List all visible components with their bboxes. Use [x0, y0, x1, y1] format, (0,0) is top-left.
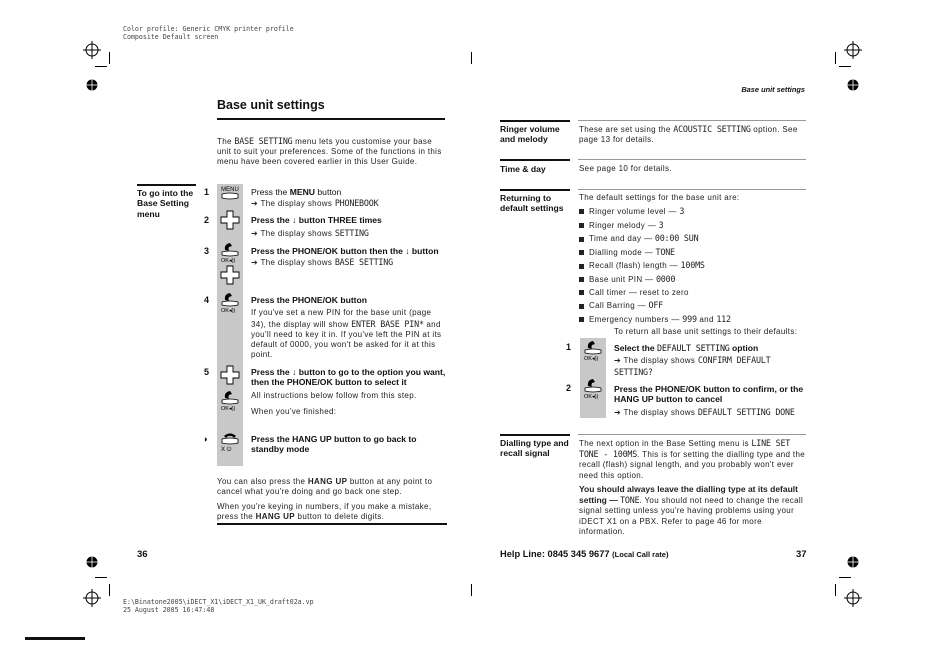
- registration-mark-icon: [847, 79, 865, 97]
- section-rule: [500, 120, 570, 122]
- step-2: Press the ↓ button THREE times ➔ The display shows SETTING: [251, 215, 382, 239]
- registration-mark-icon: [86, 556, 104, 574]
- color-bar: [25, 637, 85, 640]
- phone-ok-button-icon: [582, 338, 604, 367]
- ringer-heading: Ringer volume and melody: [500, 124, 560, 145]
- registration-mark-icon: [86, 79, 104, 97]
- svg-text:X ⏻: X ⏻: [221, 447, 232, 453]
- list-item: Recall (flash) length — 100MS: [579, 259, 807, 273]
- registration-mark-icon: [844, 41, 862, 59]
- svg-text:OK◂)): OK◂)): [584, 394, 599, 400]
- crop-mark: [109, 52, 110, 64]
- svg-text:OK◂)): OK◂)): [221, 258, 236, 264]
- registration-mark-icon: [83, 589, 101, 607]
- dialling-heading: Dialling type and recall signal: [500, 438, 569, 459]
- section-rule: [500, 159, 570, 161]
- list-item: Ringer melody — 3: [579, 219, 807, 233]
- step-5: Press the ↓ button to go to the option you want, then the PHONE/OK button to select it All instructions below follow from this step. When you've finished:: [251, 367, 446, 417]
- step-number: 1: [204, 187, 210, 197]
- phone-ok-button-icon: [219, 388, 241, 417]
- side-heading: To go into the Base Setting menu: [137, 188, 194, 219]
- registration-mark-icon: [847, 556, 865, 574]
- list-item: Ringer volume level — 3: [579, 205, 807, 219]
- arrow-right-icon: ➔: [614, 356, 622, 366]
- dialling-paragraph-2: You should always leave the dialling type at its default setting — TONE. You should not need to change the recall signal setting unless you're having problems using your iDECT X1 on a PBX. Refer to page 46 for more information.: [579, 484, 804, 536]
- hang-up-button-icon: [219, 430, 241, 459]
- time-text: See page 10 for details.: [579, 164, 672, 173]
- arrow-right-icon: ➔: [251, 258, 259, 268]
- section-rule: [578, 159, 806, 160]
- crop-mark: [471, 584, 472, 596]
- arrow-right-icon: ➔: [251, 229, 259, 239]
- step-6: Press the HANG UP button to go back to standby mode: [251, 434, 417, 455]
- list-item: Emergency numbers — 999 and 112: [579, 313, 807, 327]
- arrow-right-icon: ➔: [614, 407, 622, 417]
- printer-slug: [123, 25, 294, 41]
- crop-mark: [835, 584, 836, 596]
- navigation-cross-icon: [219, 364, 241, 391]
- step-number: 2: [566, 383, 572, 393]
- side-heading-rule: [137, 184, 196, 186]
- svg-text:OK◂)): OK◂)): [584, 356, 599, 362]
- help-line-number: 0845 345 9677: [547, 549, 610, 559]
- section-rule: [500, 434, 570, 436]
- crop-mark: [471, 52, 472, 64]
- list-item: Time and day — 00:00 SUN: [579, 232, 807, 246]
- step-number: 5: [204, 367, 210, 377]
- crop-mark: [95, 577, 107, 578]
- defaults-intro: The default settings for the base unit are:: [579, 193, 740, 202]
- list-item: Base unit PIN — 0000: [579, 273, 807, 287]
- title-rule: [217, 118, 445, 120]
- slug-line-2: Composite Default screen: [123, 33, 219, 41]
- page-title: Base unit settings: [217, 98, 325, 112]
- svg-text:MENU: MENU: [221, 187, 239, 193]
- step-number: 2: [204, 215, 210, 225]
- step-1: Press the MENU button ➔ The display shows PHONEBOOK: [251, 187, 379, 209]
- navigation-cross-icon: [219, 209, 241, 236]
- ringer-text: These are set using the ACOUSTIC SETTING option. See page 13 for details.: [579, 124, 798, 145]
- restore-step-1: Select the DEFAULT SETTING option ➔ The display shows CONFIRM DEFAULT SETTING?: [614, 343, 771, 377]
- step-number: 4: [204, 295, 210, 305]
- navigation-cross-icon: [219, 264, 241, 291]
- time-heading: Time & day: [500, 164, 546, 174]
- restore-step-2: Press the PHONE/OK button to confirm, or the HANG UP button to cancel ➔ The display shows DEFAULT SETTING DONE: [614, 384, 804, 417]
- section-rule: [578, 189, 806, 190]
- defaults-heading: Returning to default settings: [500, 193, 564, 214]
- restore-intro: To return all base unit settings to their defaults:: [614, 327, 798, 336]
- help-line: Help Line: 0845 345 9677 (Local Call rate): [500, 549, 669, 559]
- file-slug: E:\Binatone2005\iDECT_X1\iDECT_X1_UK_draft02a.vp 25 August 2005 16:47:48: [123, 598, 314, 614]
- footnote-rule: [217, 523, 447, 525]
- lcd-text: BASE SETTING: [234, 136, 293, 146]
- crop-mark: [839, 577, 851, 578]
- slug-line-1: Color profile: Generic CMYK printer profile: [123, 25, 294, 33]
- step-number: 1: [566, 342, 572, 352]
- page-number-right: 37: [796, 549, 807, 560]
- step-number: 3: [204, 246, 210, 256]
- registration-mark-icon: [844, 589, 862, 607]
- svg-text:OK◂)): OK◂)): [221, 406, 236, 412]
- arrow-right-icon: ➔: [251, 199, 259, 209]
- list-item: Dialling mode — TONE: [579, 246, 807, 260]
- section-rule: [578, 120, 806, 121]
- page-number-left: 36: [137, 549, 148, 560]
- step-3: Press the PHONE/OK button then the ↓ button ➔ The display shows BASE SETTING: [251, 246, 439, 268]
- section-rule: [500, 189, 570, 191]
- defaults-list: [579, 205, 807, 326]
- section-rule: [578, 434, 806, 435]
- footnote-hang-up: You can also press the HANG UP button at any point to cancel what you're doing and go back one step.: [217, 477, 433, 497]
- intro-paragraph: The BASE SETTING menu lets you customise your base unit to suit your preferences. Some of the functions in this menu have been covered earlier in this User Guide.: [217, 136, 442, 167]
- step-4: Press the PHONE/OK button If you've set a new PIN for the base unit (page 34), the display will show ENTER BASE PIN* and you'll need to key it in. If you've left the PIN at its default of 0000, you won't be asked for it at this point.: [251, 295, 442, 360]
- registration-mark-icon: [83, 41, 101, 59]
- running-head: Base unit settings: [741, 85, 805, 94]
- crop-mark: [835, 52, 836, 64]
- footnote-mistake: When you're keying in numbers, if you make a mistake, press the HANG UP button to delete digits.: [217, 502, 432, 522]
- crop-mark: [95, 66, 107, 67]
- menu-button-icon: [219, 184, 241, 211]
- list-item: Call timer — reset to zero: [579, 287, 807, 300]
- svg-text:OK◂)): OK◂)): [221, 308, 236, 314]
- dialling-paragraph-1: The next option in the Base Setting menu is LINE SET TONE - 100MS. This is for setting the dialling type and the recall (flash) signal length, and you probably won't ever need this option.: [579, 438, 806, 480]
- step-bullet-icon: ◗: [203, 434, 209, 444]
- phone-ok-button-icon: [219, 290, 241, 319]
- crop-mark: [839, 66, 851, 67]
- list-item: Call Barring — OFF: [579, 299, 807, 313]
- crop-mark: [109, 584, 110, 596]
- phone-ok-button-icon: [582, 376, 604, 405]
